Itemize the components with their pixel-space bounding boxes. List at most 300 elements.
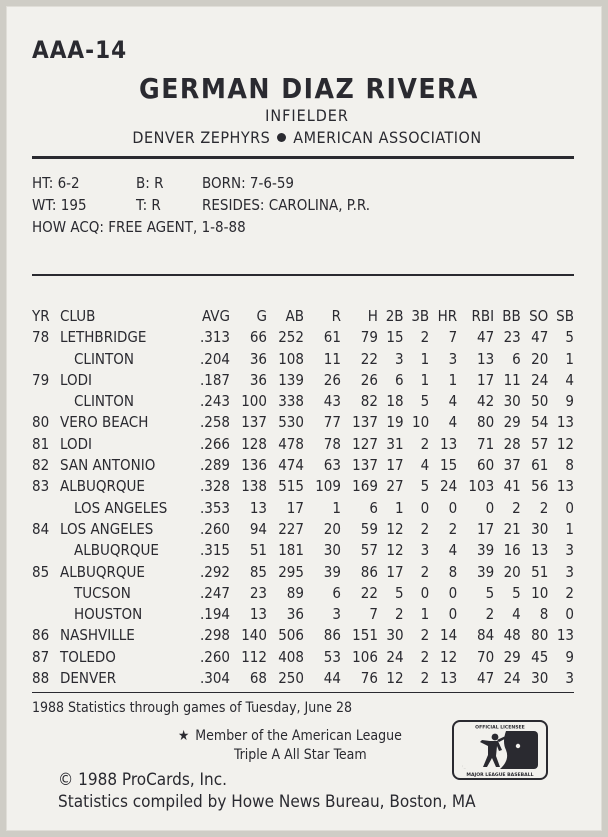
stats-cell-hr: 4 (448, 413, 458, 432)
bio-bats: B: R (136, 174, 164, 192)
stats-cell-club: TOLEDO (60, 647, 116, 666)
stats-cell-sb: 13 (556, 413, 574, 432)
stats-cell-2b: 5 (394, 583, 404, 602)
stats-cell-so: 20 (531, 349, 549, 368)
stats-cell-g: 36 (249, 370, 267, 389)
stats-header-rbi: RBI (471, 307, 495, 325)
stats-cell-rbi: 47 (477, 669, 495, 688)
stats-cell-3b: 2 (420, 647, 430, 666)
stats-cell-3b: 5 (420, 477, 430, 496)
stats-cell-avg: .258 (199, 413, 230, 432)
table-row (32, 412, 574, 433)
stats-cell-avg: .315 (199, 541, 230, 560)
stats-footnote: 1988 Statistics through games of Tuesday, June 28 (32, 700, 352, 716)
stats-cell-ab: 36 (286, 605, 304, 624)
league-name: AMERICAN ASSOCIATION (293, 128, 482, 147)
stats-cell-yr: 83 (32, 477, 50, 496)
stats-cell-yr: 84 (32, 519, 50, 538)
stats-cell-sb: 13 (556, 477, 574, 496)
stats-cell-h: 22 (360, 583, 378, 602)
stats-cell-club: LOS ANGELES (74, 498, 168, 517)
stats-cell-ab: 530 (278, 413, 304, 432)
stats-cell-yr (32, 349, 58, 370)
stats-cell-so: 8 (539, 605, 549, 624)
stats-cell-3b: 1 (420, 349, 430, 368)
stats-cell-hr: 4 (448, 541, 458, 560)
stats-cell-club: LODI (60, 370, 92, 389)
stats-cell-sb: 1 (565, 519, 574, 538)
table-row (32, 562, 574, 583)
card-number: AAA-14 (32, 36, 128, 64)
stats-cell-g: 112 (241, 647, 267, 666)
stats-cell-ab: 17 (286, 498, 304, 517)
stats-cell-ab: 108 (278, 349, 304, 368)
stats-cell-sb: 13 (556, 626, 574, 645)
stats-cell-hr: 0 (448, 583, 458, 602)
stats-header-h: H (367, 307, 378, 325)
stats-cell-yr (32, 604, 58, 625)
stats-cell-bb: 24 (503, 669, 521, 688)
stats-cell-avg: .353 (199, 498, 230, 517)
stats-cell-sb: 3 (565, 541, 574, 560)
compiled-by: Statistics compiled by Howe News Bureau, Boston, MA (58, 792, 476, 812)
stats-cell-3b: 10 (411, 413, 430, 432)
table-row (32, 434, 574, 455)
stats-cell-g: 51 (249, 541, 267, 560)
stats-cell-hr: 2 (448, 519, 458, 538)
stats-cell-rbi: 5 (485, 583, 495, 602)
stats-cell-2b: 15 (386, 328, 404, 347)
stats-cell-yr: 79 (32, 370, 50, 389)
table-row (32, 647, 574, 668)
stats-cell-bb: 2 (512, 498, 521, 517)
stats-cell-bb: 30 (503, 392, 521, 411)
stats-cell-h: 137 (352, 456, 378, 475)
stats-cell-h: 79 (360, 328, 378, 347)
stats-cell-club: LODI (60, 434, 92, 453)
bio-height: HT: 6-2 (32, 174, 80, 192)
bio-weight: WT: 195 (32, 196, 87, 214)
stats-cell-sb: 3 (565, 562, 574, 581)
stats-cell-h: 82 (360, 392, 378, 411)
table-row (32, 455, 574, 476)
stats-cell-hr: 12 (440, 647, 458, 666)
stats-cell-sb: 12 (556, 434, 574, 453)
stats-cell-so: 57 (531, 434, 549, 453)
stats-cell-ab: 338 (278, 392, 304, 411)
stats-cell-rbi: 84 (477, 626, 495, 645)
stats-cell-bb: 6 (512, 349, 521, 368)
stats-cell-yr: 85 (32, 562, 50, 581)
table-row (32, 583, 574, 604)
stats-cell-ab: 515 (278, 477, 304, 496)
stats-cell-ab: 139 (278, 370, 304, 389)
bio-born: BORN: 7-6-59 (202, 174, 294, 192)
stats-header (32, 306, 574, 327)
stats-cell-sb: 3 (565, 669, 574, 688)
stats-header-sb: SB (556, 307, 574, 325)
stats-cell-club: DENVER (60, 669, 117, 688)
player-name: GERMAN DIAZ RIVERA (139, 72, 479, 105)
stats-cell-bb: 29 (503, 413, 521, 432)
bio-throws: T: R (136, 196, 161, 214)
stats-cell-avg: .247 (199, 583, 230, 602)
stats-cell-yr: 81 (32, 434, 50, 453)
table-row (32, 391, 574, 412)
stats-cell-avg: .292 (199, 562, 230, 581)
stats-cell-hr: 13 (440, 669, 458, 688)
stats-cell-sb: 9 (565, 647, 574, 666)
bio-divider (32, 274, 574, 276)
stats-cell-club: SAN ANTONIO (60, 456, 156, 475)
stats-cell-rbi: 71 (477, 434, 495, 453)
stats-cell-club: HOUSTON (74, 605, 143, 624)
stats-cell-bb: 28 (503, 434, 521, 453)
stats-cell-r: 43 (323, 392, 341, 411)
stats-cell-so: 61 (531, 456, 549, 475)
stats-cell-g: 140 (241, 626, 267, 645)
stats-cell-ab: 252 (278, 328, 304, 347)
stats-cell-yr: 82 (32, 456, 50, 475)
table-row (32, 540, 574, 561)
stats-divider (32, 692, 574, 693)
stats-cell-club: LOS ANGELES (60, 519, 154, 538)
stats-cell-3b: 1 (420, 370, 430, 389)
stats-table (32, 306, 574, 689)
stats-cell-2b: 3 (394, 349, 404, 368)
stats-cell-g: 138 (241, 477, 267, 496)
stats-cell-h: 57 (360, 541, 378, 560)
stats-cell-2b: 1 (394, 498, 404, 517)
stats-cell-sb: 5 (565, 328, 574, 347)
stats-cell-bb: 41 (503, 477, 521, 496)
stats-cell-bb: 37 (503, 456, 521, 475)
stats-cell-3b: 5 (420, 392, 430, 411)
star-icon: ★ (178, 728, 190, 744)
stats-cell-rbi: 17 (477, 519, 495, 538)
stats-cell-ab: 478 (278, 434, 304, 453)
stats-cell-hr: 13 (440, 434, 458, 453)
stats-cell-hr: 7 (448, 328, 458, 347)
stats-cell-r: 61 (323, 328, 341, 347)
stats-cell-yr (32, 498, 58, 519)
stats-cell-ab: 227 (278, 519, 304, 538)
stats-cell-so: 10 (531, 583, 549, 602)
stats-cell-r: 1 (332, 498, 341, 517)
stats-cell-g: 94 (249, 519, 267, 538)
stats-cell-3b: 0 (420, 583, 430, 602)
table-row (32, 327, 574, 348)
stats-cell-2b: 27 (386, 477, 404, 496)
stats-header-yr: YR (32, 307, 50, 325)
bio-resides: RESIDES: CAROLINA, P.R. (202, 196, 371, 214)
stats-cell-club: TUCSON (74, 583, 131, 602)
stats-cell-club: ALBUQRQUE (60, 562, 145, 581)
stats-cell-2b: 31 (386, 434, 404, 453)
stats-cell-h: 86 (360, 562, 378, 581)
stats-cell-yr (32, 583, 58, 604)
stats-cell-hr: 4 (448, 392, 458, 411)
bio-how-acquired: HOW ACQ: FREE AGENT, 1-8-88 (32, 218, 246, 236)
stats-cell-rbi: 47 (477, 328, 495, 347)
stats-cell-r: 109 (315, 477, 341, 496)
logo-text-top: OFFICIAL LICENSEE (475, 725, 525, 731)
all-star-text-1: Member of the American League (195, 728, 402, 744)
stats-cell-so: 30 (531, 669, 549, 688)
stats-cell-rbi: 0 (485, 498, 495, 517)
stats-cell-2b: 2 (394, 605, 404, 624)
stats-cell-so: 47 (531, 328, 549, 347)
stats-cell-avg: .260 (199, 647, 230, 666)
stats-cell-avg: .266 (199, 434, 230, 453)
stats-cell-yr: 80 (32, 413, 50, 432)
stats-cell-ab: 250 (278, 669, 304, 688)
stats-cell-rbi: 2 (485, 605, 495, 624)
stats-cell-h: 137 (352, 413, 378, 432)
stats-cell-so: 56 (531, 477, 549, 496)
stats-cell-hr: 8 (448, 562, 458, 581)
stats-cell-bb: 16 (503, 541, 521, 560)
stats-cell-hr: 15 (440, 456, 458, 475)
stats-cell-club: LETHBRIDGE (60, 328, 147, 347)
stats-cell-2b: 19 (386, 413, 404, 432)
table-row (32, 349, 574, 370)
stats-cell-hr: 1 (448, 370, 458, 389)
stats-cell-rbi: 13 (477, 349, 495, 368)
stats-cell-sb: 4 (565, 370, 574, 389)
stats-cell-yr: 88 (32, 669, 50, 688)
stats-cell-so: 30 (531, 519, 549, 538)
stats-cell-bb: 5 (512, 583, 521, 602)
stats-cell-g: 13 (249, 605, 267, 624)
stats-cell-sb: 0 (565, 605, 574, 624)
stats-cell-g: 66 (249, 328, 267, 347)
stats-cell-3b: 0 (420, 498, 430, 517)
stats-cell-h: 151 (352, 626, 378, 645)
stats-cell-r: 44 (323, 669, 341, 688)
stats-cell-bb: 23 (503, 328, 521, 347)
stats-cell-hr: 14 (440, 626, 458, 645)
stats-cell-h: 6 (369, 498, 378, 517)
stats-cell-sb: 8 (565, 456, 574, 475)
stats-cell-h: 106 (352, 647, 378, 666)
stats-cell-2b: 18 (386, 392, 404, 411)
table-row (32, 476, 574, 497)
stats-cell-ab: 89 (286, 583, 304, 602)
stats-cell-avg: .204 (199, 349, 230, 368)
logo-text-bottom: MAJOR LEAGUE BASEBALL (466, 773, 534, 778)
team-name: DENVER ZEPHYRS (132, 128, 271, 147)
stats-body (32, 327, 574, 689)
stats-cell-hr: 24 (440, 477, 458, 496)
stats-cell-rbi: 39 (477, 562, 495, 581)
stats-header-ab: AB (285, 307, 304, 325)
stats-cell-so: 24 (531, 370, 549, 389)
stats-cell-r: 11 (323, 349, 341, 368)
stats-cell-so: 2 (539, 498, 549, 517)
stats-cell-r: 39 (323, 562, 341, 581)
stats-cell-3b: 4 (420, 456, 430, 475)
stats-cell-g: 13 (249, 498, 267, 517)
stats-cell-g: 137 (241, 413, 267, 432)
stats-cell-ab: 474 (278, 456, 304, 475)
table-row (32, 519, 574, 540)
stats-cell-ab: 506 (278, 626, 304, 645)
stats-cell-g: 36 (249, 349, 267, 368)
player-position: INFIELDER (265, 106, 349, 125)
stats-header-hr: HR (437, 307, 458, 325)
stats-cell-avg: .298 (199, 626, 230, 645)
header-divider (32, 156, 574, 159)
all-star-line-1 (178, 728, 402, 744)
stats-cell-yr: 87 (32, 647, 50, 666)
stats-cell-3b: 2 (420, 328, 430, 347)
stats-cell-club: ALBUQRQUE (60, 477, 145, 496)
stats-cell-rbi: 103 (468, 477, 495, 496)
stats-cell-club: VERO BEACH (60, 413, 149, 432)
stats-cell-yr (32, 391, 58, 412)
all-star-line-2: Triple A All Star Team (234, 747, 367, 763)
stats-cell-2b: 30 (386, 626, 404, 645)
stats-cell-g: 68 (249, 669, 267, 688)
stats-cell-ab: 408 (278, 647, 304, 666)
stats-cell-hr: 0 (448, 605, 458, 624)
stats-cell-sb: 0 (565, 498, 574, 517)
stats-cell-bb: 48 (503, 626, 521, 645)
stats-cell-so: 80 (531, 626, 549, 645)
ball-icon (516, 744, 520, 748)
stats-cell-club: CLINTON (74, 392, 134, 411)
stats-header-g: G (256, 307, 267, 325)
stats-cell-avg: .289 (199, 456, 230, 475)
stats-cell-club: CLINTON (74, 349, 134, 368)
stats-cell-h: 76 (360, 669, 378, 688)
card-back (6, 6, 602, 831)
stats-cell-r: 86 (323, 626, 341, 645)
stats-cell-g: 128 (241, 434, 267, 453)
stats-cell-rbi: 17 (477, 370, 495, 389)
stats-cell-sb: 1 (565, 349, 574, 368)
stats-cell-avg: .243 (199, 392, 230, 411)
stats-header-3b: 3B (411, 307, 430, 325)
stats-cell-h: 7 (369, 605, 378, 624)
stats-cell-ab: 295 (278, 562, 304, 581)
stats-cell-r: 77 (323, 413, 341, 432)
stats-cell-avg: .187 (199, 370, 230, 389)
stats-cell-g: 136 (241, 456, 267, 475)
stats-cell-3b: 2 (420, 669, 430, 688)
stats-cell-g: 100 (241, 392, 267, 411)
stats-cell-3b: 3 (420, 541, 430, 560)
stats-cell-r: 53 (323, 647, 341, 666)
stats-cell-avg: .304 (199, 669, 230, 688)
stats-cell-club: ALBUQRQUE (74, 541, 159, 560)
stats-cell-3b: 2 (420, 519, 430, 538)
stats-cell-r: 20 (323, 519, 341, 538)
stats-cell-h: 127 (352, 434, 378, 453)
stats-cell-bb: 20 (503, 562, 521, 581)
stats-cell-2b: 17 (386, 562, 404, 581)
stats-cell-rbi: 70 (477, 647, 495, 666)
stats-cell-yr: 78 (32, 328, 50, 347)
stats-header-avg: AVG (202, 307, 230, 325)
stats-header-row (32, 306, 574, 327)
stats-cell-bb: 29 (503, 647, 521, 666)
stats-cell-rbi: 39 (477, 541, 495, 560)
stats-cell-rbi: 60 (477, 456, 495, 475)
table-row (32, 625, 574, 646)
stats-cell-yr: 86 (32, 626, 50, 645)
copyright: © 1988 ProCards, Inc. (58, 770, 228, 790)
stats-cell-avg: .260 (199, 519, 230, 538)
stats-cell-ab: 181 (278, 541, 304, 560)
table-row (32, 498, 574, 519)
stats-cell-so: 51 (531, 562, 549, 581)
stats-cell-avg: .313 (199, 328, 230, 347)
stats-cell-2b: 17 (386, 456, 404, 475)
team-league-line (6, 128, 602, 147)
stats-cell-yr (32, 540, 58, 561)
stats-cell-h: 59 (360, 519, 378, 538)
stats-cell-rbi: 42 (477, 392, 495, 411)
stats-cell-2b: 12 (386, 519, 404, 538)
stats-cell-2b: 12 (386, 541, 404, 560)
stats-cell-3b: 2 (420, 562, 430, 581)
stats-cell-3b: 2 (420, 626, 430, 645)
stats-cell-sb: 9 (565, 392, 574, 411)
stats-cell-bb: 21 (503, 519, 521, 538)
table-row (32, 604, 574, 625)
stats-cell-club: NASHVILLE (60, 626, 135, 645)
stats-header-so: SO (529, 307, 549, 325)
stats-cell-avg: .194 (199, 605, 230, 624)
stats-cell-so: 50 (531, 392, 549, 411)
stats-cell-3b: 2 (420, 434, 430, 453)
stats-cell-r: 6 (332, 583, 341, 602)
stats-header-r: R (331, 307, 341, 325)
stats-cell-bb: 4 (512, 605, 521, 624)
stats-cell-rbi: 80 (477, 413, 495, 432)
stats-cell-2b: 6 (394, 370, 404, 389)
stats-cell-r: 26 (323, 370, 341, 389)
stats-cell-2b: 12 (386, 669, 404, 688)
stats-header-bb: BB (502, 307, 521, 325)
table-row (32, 370, 574, 391)
stats-cell-so: 54 (531, 413, 549, 432)
stats-cell-r: 3 (332, 605, 341, 624)
stats-cell-h: 26 (360, 370, 378, 389)
stats-cell-hr: 0 (448, 498, 458, 517)
stats-cell-g: 85 (249, 562, 267, 581)
stats-cell-2b: 24 (386, 647, 404, 666)
stats-header-club: CLUB (60, 307, 96, 325)
stats-cell-r: 63 (323, 456, 341, 475)
stats-cell-h: 169 (352, 477, 378, 496)
stats-cell-hr: 3 (448, 349, 458, 368)
stats-cell-r: 78 (323, 434, 341, 453)
stats-cell-avg: .328 (199, 477, 230, 496)
stats-cell-3b: 1 (420, 605, 430, 624)
table-row (32, 668, 574, 689)
bullet-icon (277, 133, 286, 142)
stats-cell-r: 30 (323, 541, 341, 560)
stats-cell-so: 45 (531, 647, 549, 666)
stats-cell-h: 22 (360, 349, 378, 368)
stats-cell-sb: 2 (565, 583, 574, 602)
mlb-licensee-logo (452, 720, 548, 780)
stats-cell-g: 23 (249, 583, 267, 602)
stats-header-2b: 2B (385, 307, 404, 325)
